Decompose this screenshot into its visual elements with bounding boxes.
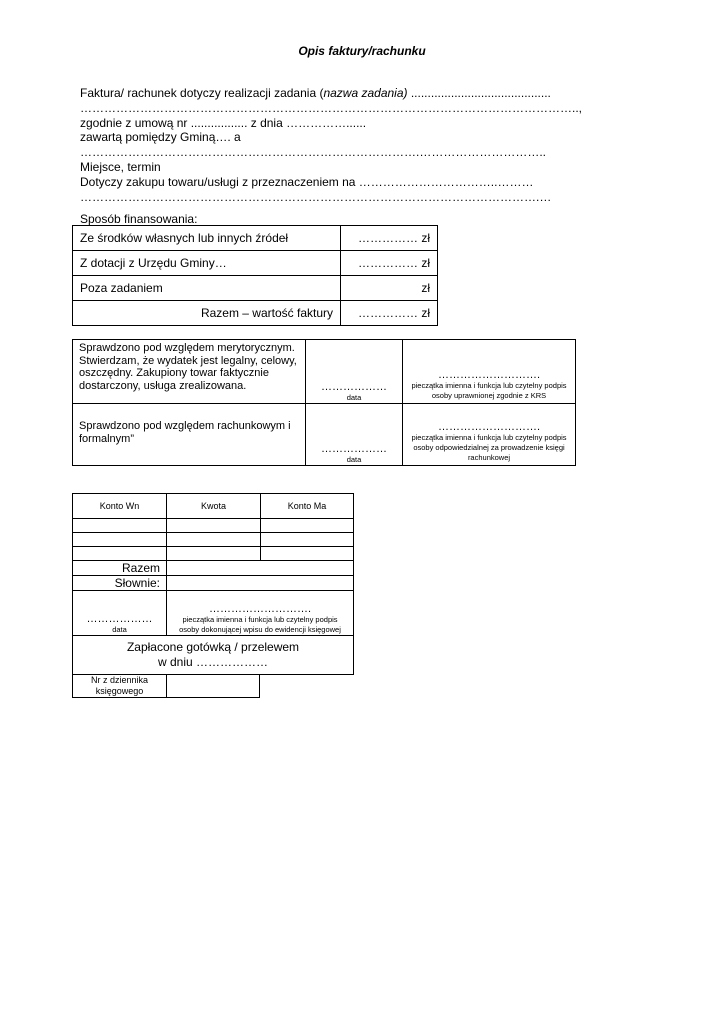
- journal-value: [167, 675, 260, 698]
- date-label: data: [346, 393, 362, 402]
- entry-cell: [167, 533, 261, 547]
- payment-date: w dniu ………………: [157, 655, 269, 669]
- payment-row: [73, 636, 354, 675]
- journal-table: [72, 674, 260, 698]
- contract-line: zgodnie z umową nr ................. z dnia ……………......: [80, 115, 367, 130]
- purpose-line-continued: …………………………………………………………………………………………………….…: [80, 189, 552, 204]
- entry-cell: [261, 533, 354, 547]
- journal-label: Nr z dziennika księgowego: [73, 675, 167, 698]
- entry-cell: [167, 519, 261, 533]
- date-cell: [306, 404, 403, 466]
- task-line: Faktura/ rachunek dotyczy realizacji zadania (nazwa zadania) ..........................................: [80, 86, 551, 100]
- financing-source: Ze środków własnych lub innych źródeł: [73, 226, 341, 251]
- verification-row-merit: [73, 340, 576, 404]
- accounting-table: [72, 493, 354, 675]
- financing-source: Poza zadaniem: [73, 276, 341, 301]
- parties-line: zawartą pomiędzy Gminą…. a: [80, 130, 241, 145]
- financing-total-row: [73, 301, 438, 326]
- date-dots: ………………: [321, 443, 387, 455]
- accounting-total-row: [73, 561, 354, 576]
- financing-table: [72, 225, 438, 326]
- financing-total-amount: …………… zł: [341, 301, 438, 326]
- accounting-signature-row: [73, 591, 354, 636]
- date-label: data: [346, 455, 362, 464]
- page-title: Opis faktury/rachunku: [298, 44, 426, 58]
- entry-cell: [73, 533, 167, 547]
- date-dots: ………………: [321, 381, 387, 393]
- place-date-line: Miejsce, termin: [80, 159, 161, 174]
- signature-label: pieczątka imienna i funkcja lub czytelny podpis osoby odpowiedzialnej za prowadzenie księgi rachunkowej: [411, 433, 567, 462]
- signature-dots: ……………………….: [208, 603, 312, 615]
- verification-table: [72, 339, 576, 466]
- financing-amount: …………… zł: [341, 251, 438, 276]
- financing-row: [73, 276, 438, 301]
- entry-cell: [261, 547, 354, 561]
- signature-cell: [167, 591, 354, 636]
- total-value: [167, 561, 354, 576]
- column-konto-ma: Konto Ma: [261, 494, 354, 519]
- accounting-entry-row: [73, 533, 354, 547]
- payment-method: Zapłacone gotówką / przelewem: [126, 640, 300, 654]
- signature-dots: ……………………….: [437, 369, 541, 381]
- signature-cell: [403, 404, 576, 466]
- task-line-continued: ……………………………………………………………………………………………………………..,: [80, 100, 583, 115]
- entry-cell: [261, 519, 354, 533]
- date-cell: [73, 591, 167, 636]
- purpose-line: Dotyczy zakupu towaru/usługi z przeznaczeniem na ……………………………..………: [80, 174, 534, 189]
- financing-amount: zł: [341, 276, 438, 301]
- financing-source: Z dotacji z Urzędu Gminy…: [73, 251, 341, 276]
- financing-label: Sposób finansowania:: [80, 212, 198, 226]
- financing-amount: …………… zł: [341, 226, 438, 251]
- entry-cell: [167, 547, 261, 561]
- accounting-entry-row: [73, 547, 354, 561]
- entry-cell: [73, 547, 167, 561]
- financing-total-label: Razem – wartość faktury: [73, 301, 341, 326]
- date-label: data: [112, 625, 127, 634]
- verification-text: Sprawdzono pod względem rachunkowym i formalnym”: [73, 404, 306, 466]
- total-label: Razem: [73, 561, 167, 576]
- parties-line-continued: ………………………………………………………………………….…………………………..: [80, 145, 547, 160]
- date-dots: ………………: [86, 613, 153, 625]
- payment-cell: [73, 636, 354, 675]
- accounting-header: [73, 494, 354, 519]
- signature-label: pieczątka imienna i funkcja lub czytelny podpis osoby dokonującej wpisu do ewidencji księgowej: [179, 615, 341, 634]
- verification-text: Sprawdzono pod względem merytorycznym. Stwierdzam, że wydatek jest legalny, celowy, oszczędny. Zakupiony towar faktycznie dostarczony, usługa zrealizowana.: [73, 340, 306, 404]
- journal-row: [73, 675, 260, 698]
- column-kwota: Kwota: [167, 494, 261, 519]
- accounting-entry-row: [73, 519, 354, 533]
- words-value: [167, 576, 354, 591]
- accounting-words-row: [73, 576, 354, 591]
- date-cell: [306, 340, 403, 404]
- financing-row: [73, 226, 438, 251]
- signature-label: pieczątka imienna i funkcja lub czytelny podpis osoby uprawnionej zgodnie z KRS: [411, 381, 567, 400]
- words-label: Słownie:: [73, 576, 167, 591]
- column-konto-wn: Konto Wn: [73, 494, 167, 519]
- entry-cell: [73, 519, 167, 533]
- signature-dots: ……………………….: [437, 421, 541, 433]
- signature-cell: [403, 340, 576, 404]
- verification-row-formal: [73, 404, 576, 466]
- financing-row: [73, 251, 438, 276]
- invoice-description: [80, 86, 600, 204]
